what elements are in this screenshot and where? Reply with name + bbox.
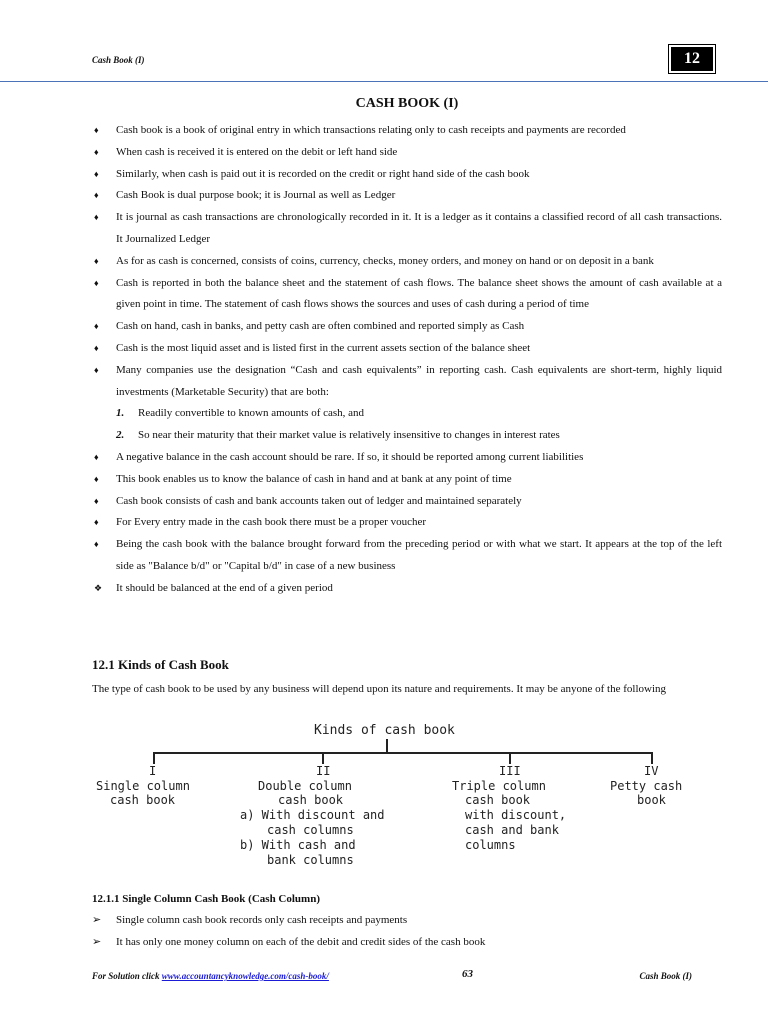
kind-label: with discount,	[465, 808, 567, 822]
diagram-stem	[386, 739, 388, 753]
kind-numeral: II	[316, 764, 331, 778]
kind-label: Double column	[258, 779, 352, 793]
page-footer	[92, 968, 722, 988]
header-rule	[0, 81, 768, 82]
list-item: ♦ Being the cash book with the balance brought forward from the preceding period or with what we start. It appears at the top of the left side as "Balance b/d" or "Capital b/d" in case of a new business	[92, 534, 722, 578]
list-item: ♦ When cash is received it is entered on the debit or left hand side	[92, 142, 722, 164]
list-item: ♦ Many companies use the designation “Cash and cash equivalents” in reporting cash. Cash equivalents are short-term, highly liquid investments (Marketable Security) that are both: 1. Readily convertible to known amounts of cash, and 2. So near their maturity that their market value is relatively insensitive to changes in interest rates	[92, 360, 722, 447]
diagram-title: Kinds of cash book	[314, 723, 455, 738]
section-intro: The type of cash book to be used by any business will depend upon its nature and requirements. It may be anyone of the following	[92, 683, 667, 695]
diagram-branch	[509, 752, 511, 764]
diamond-bullet-icon: ♦	[94, 146, 99, 157]
list-item: ♦ This book enables us to know the balance of cash in hand and at bank at any point of time	[92, 469, 722, 491]
list-item: ♦ Cash is the most liquid asset and is listed first in the current assets section of the balance sheet	[92, 338, 722, 360]
diagram-branch	[153, 752, 155, 764]
kind-label: cash book	[465, 793, 531, 807]
list-item: ♦ Cash book consists of cash and bank accounts taken out of ledger and maintained separately	[92, 491, 722, 513]
cash-book-points	[92, 120, 722, 600]
page-header	[0, 0, 768, 82]
four-diamond-bullet-icon: ❖	[94, 582, 103, 593]
diamond-bullet-icon: ♦	[94, 321, 99, 332]
section-heading: 12.1 Kinds of Cash Book	[92, 657, 229, 672]
list-item: ❖ It should be balanced at the end of a given period	[92, 578, 722, 600]
kind-numeral: III	[499, 764, 521, 778]
footer-solution-note: For Solution click www.accountancyknowledge.com/cash-book/	[92, 971, 329, 981]
cash-equivalents-list	[116, 403, 722, 447]
list-item: ♦ A negative balance in the cash account should be rare. If so, it should be reported among current liabilities	[92, 447, 722, 469]
diamond-bullet-icon: ♦	[94, 517, 99, 528]
kind-label: cash book	[278, 793, 344, 807]
list-item: ♦ For Every entry made in the cash book there must be a proper voucher	[92, 512, 722, 534]
list-item: ♦ As for as cash is concerned, consists of coins, currency, checks, money orders, and money on hand or on deposit in a bank	[92, 251, 722, 273]
diamond-bullet-icon: ♦	[94, 539, 99, 550]
chapter-badge	[668, 44, 716, 74]
diamond-bullet-icon: ♦	[94, 190, 99, 201]
kind-label: cash columns	[267, 823, 354, 837]
list-item: ♦ It is journal as cash transactions are chronologically recorded in it. It is a ledger as it contains a classified record of all cash transactions. It Journalized Ledger	[92, 207, 722, 251]
kind-label: b) With cash and	[240, 838, 356, 852]
kind-label: Triple column	[452, 779, 546, 793]
footer-chapter-title: Cash Book (I)	[639, 971, 692, 981]
page-number: 63	[462, 968, 473, 980]
single-column-points	[92, 910, 722, 954]
diamond-bullet-icon: ♦	[94, 451, 99, 462]
diamond-bullet-icon: ♦	[94, 255, 99, 266]
list-item: ➢ It has only one money column on each of the debit and credit sides of the cash book	[92, 932, 722, 954]
diamond-bullet-icon: ♦	[94, 212, 99, 223]
list-item: 1. Readily convertible to known amounts of cash, and	[116, 407, 365, 420]
kind-label: cash and bank	[465, 823, 559, 837]
diamond-bullet-icon: ♦	[94, 168, 99, 179]
kind-numeral: IV	[644, 764, 659, 778]
diamond-bullet-icon: ♦	[94, 342, 99, 353]
list-item: ♦ Similarly, when cash is paid out it is recorded on the credit or right hand side of the cash book	[92, 164, 722, 186]
header-title: Cash Book (I)	[92, 55, 145, 65]
list-item: 2. So near their maturity that their market value is relatively insensitive to changes in interest rates	[116, 429, 560, 442]
page-title: CASH BOOK (I)	[355, 96, 459, 111]
kind-label: Single column	[96, 779, 190, 793]
diamond-bullet-icon: ♦	[94, 125, 99, 135]
kind-label: cash book	[110, 793, 176, 807]
list-item: ➢ Single column cash book records only cash receipts and payments	[92, 910, 722, 932]
kind-label: book	[637, 793, 666, 807]
kinds-of-cash-book-diagram	[92, 720, 722, 870]
kind-label: bank columns	[267, 853, 354, 867]
kind-label: Petty cash	[610, 779, 683, 793]
list-item: ♦ Cash is reported in both the balance sheet and the statement of cash flows. The balance sheet shows the amount of cash available at a given point in time. The statement of cash flows shows the sources and uses of cash during a period of time	[92, 273, 722, 317]
diamond-bullet-icon: ♦	[94, 364, 99, 375]
kind-label: columns	[465, 838, 516, 852]
chapter-number: 12	[671, 47, 713, 71]
arrow-bullet-icon: ➢	[92, 914, 102, 926]
list-item: ♦ Cash on hand, cash in banks, and petty cash are often combined and reported simply as Cash	[92, 316, 722, 338]
list-item: ♦ Cash Book is dual purpose book; it is Journal as well as Ledger	[92, 185, 722, 207]
kind-label: a) With discount and	[240, 808, 385, 822]
diagram-branch	[322, 752, 324, 764]
arrow-bullet-icon: ➢	[92, 935, 102, 948]
diagram-branch	[651, 752, 653, 764]
diagram-connector	[153, 752, 652, 754]
diamond-bullet-icon: ♦	[94, 495, 99, 506]
diamond-bullet-icon: ♦	[94, 277, 99, 288]
solution-link[interactable]: www.accountancyknowledge.com/cash-book/	[161, 971, 329, 981]
list-item: ♦ Cash book is a book of original entry in which transactions relating only to cash receipts and payments are recorded	[92, 120, 722, 142]
subsection-heading: 12.1.1 Single Column Cash Book (Cash Column)	[92, 893, 320, 905]
kind-numeral: I	[149, 764, 157, 778]
diamond-bullet-icon: ♦	[94, 473, 99, 484]
